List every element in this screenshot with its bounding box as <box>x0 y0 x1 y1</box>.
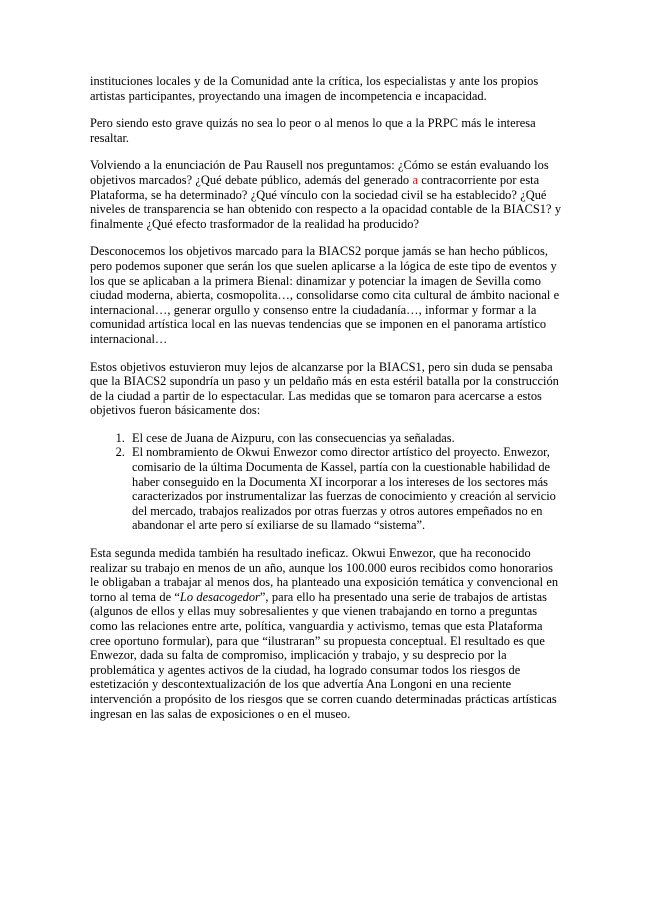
paragraph-3-text-after-accent: contracorriente por esta Plataforma, se ha determinado? ¿Qué vínculo con la sociedad civil se ha establecido? ¿Qué niveles de transparencia se han obtenido con respecto a la opacidad contable de la BIACS1? y finalmente ¿Qué efecto trasformador de la realidad ha producido? <box>90 172 562 231</box>
document-text-body <box>90 74 562 721</box>
italic-title-lo-desacogedor: Lo desacogedor <box>179 589 260 604</box>
list-item: 2. El nombramiento de Okwui Enwezor como director artístico del proyecto. Enwezor, comisario de la última Documenta de Kassel, partía con la cuestionable habilidad de haber conseguido en la Documenta XI incorporar a los intereses de los sectores más caracterizados por instrumentalizar las fuerzas de conocimiento y creación al servicio del mercado, trabajos realizados por otras fuerzas y otros autores empeñados no en abandonar el arte pero sí exiliarse de su llamado “sistema”. <box>128 445 562 533</box>
paragraph-6-text-before-italic: Esta segunda medida también ha resultado ineficaz. Okwui Enwezor, que ha reconocido realizar su trabajo en menos de un año, aunque los 100.000 euros recibidos como honorarios le obligaban a trabajar al menos dos, ha planteado una exposición temática y convencional en torno al tema de “ <box>90 546 559 604</box>
paragraph-1: instituciones locales y de la Comunidad ante la crítica, los especialistas y ante los propios artistas participantes, proyectando una imagen de incompetencia e incapacidad. <box>90 74 539 103</box>
accent-word-a: a <box>412 172 418 187</box>
paragraph-3 <box>90 158 562 231</box>
numbered-list <box>90 431 562 533</box>
paragraph-6 <box>90 546 562 721</box>
list-item: 1. El cese de Juana de Aizpuru, con las consecuencias ya señaladas. <box>128 431 562 446</box>
paragraph-5: Estos objetivos estuvieron muy lejos de alcanzarse por la BIACS1, pero sin duda se pensaba que la BIACS2 supondría un paso y un peldaño más en esta estéril batalla por la construcción de la ciudad a partir de lo espectacular. Las medidas que se tomaron para acercarse a estos objetivos fueron básicamente dos: <box>90 359 559 418</box>
paragraph-3-text-before-accent: Volviendo a la enunciación de Pau Rausell nos preguntamos: ¿Cómo se están evaluando los objetivos marcados? ¿Qué debate público, además del generado <box>90 158 549 187</box>
paragraph-2: Pero siendo esto grave quizás no sea lo peor o al menos lo que a la PRPC más le interesa resaltar. <box>90 116 536 145</box>
paragraph-6-text-after-italic: ”, para ello ha presentado una serie de trabajos de artistas (algunos de ellos y ellas muy sobresalientes y que vienen trabajando en torno a preguntas como las relaciones entre arte, política, vanguardia y activismo, temas que esta Plataforma cree oportuno formular), para que “ilustraran” su propuesta conceptual. El resultado es que Enwezor, dada su falta de compromiso, implicación y trabajo, y su desprecio por la problemática y agentes activos de la ciudad, ha logrado consumar todos los riesgos de estetización y descontextualización de los que advertía Ana Longoni en una reciente intervención a propósito de los riesgos que se corren cuando determinadas prácticas artísticas ingresan en las salas de exposiciones o en el museo. <box>90 589 557 721</box>
paragraph-4: Desconocemos los objetivos marcado para la BIACS2 porque jamás se han hecho públicos, pero podemos suponer que serán los que suelen aplicarse a la lógica de este tipo de eventos y los que se aplicaban a la primera Bienal: dinamizar y potenciar la imagen de Sevilla como ciudad moderna, abierta, cosmopolita…, consolidarse como cita cultural de ámbito nacional e internacional…, generar orgullo y consenso entre la ciudadanía…, informar y formar a la comunidad artística local en las nuevas tendencias que se imponen en el panorama artístico internacional… <box>90 244 560 346</box>
